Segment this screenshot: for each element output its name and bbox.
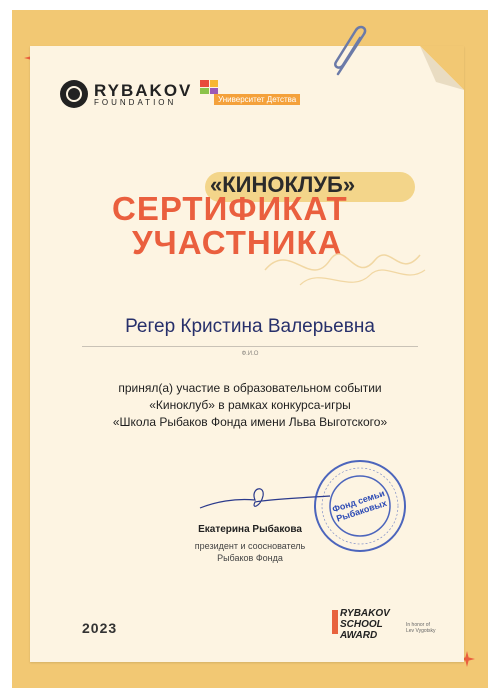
rybakov-school-award-logo [340,608,450,641]
university-logo-label: Университет Детства [214,94,300,105]
body-line-3: «Школа Рыбаков Фонда имени Льва Выготского» [112,415,388,429]
award-exclamation-mark [332,610,338,634]
puzzle-icon [200,80,218,94]
certificate-title-line2: УЧАСТНИКА [132,224,343,261]
signatory-title-line1: президент и сооснователь [194,541,306,551]
signatory-name: Екатерина Рыбакова [198,524,302,535]
university-logo [200,80,297,104]
name-caption: Ф.И.О [241,351,259,357]
award-line-2: SCHOOL [340,619,383,630]
award-line-1: RYBAKOV [340,608,390,619]
award-line-3: AWARD [340,630,378,641]
certificate-year: 2023 [82,620,118,636]
paper-fold [420,46,464,90]
rybakov-logo-name: RYBAKOV [94,80,193,100]
certificate-body [0,380,500,431]
award-dedication-line1: In honor of [406,622,430,628]
paperclip-icon [330,22,374,82]
club-title: «КИНОКЛУБ» [210,172,356,197]
stamp-center-text: Фонд семьи Рыбаковых [331,488,388,524]
award-dedication [406,622,436,634]
rybakov-logo [60,80,192,108]
signatory-title-line2: Рыбаков Фонда [217,553,283,563]
decorative-swirl [260,230,430,300]
signatory-title [180,540,320,564]
rybakov-logo-sub: FOUNDATION [94,97,177,107]
recipient-name: Регер Кристина Валерьевна [125,316,375,337]
award-dedication-line2: Lev Vygotsky [406,628,436,634]
body-line-2: «Киноклуб» в рамках конкурса-игры [149,398,351,412]
certificate-title-line1: СЕРТИФИКАТ [112,190,348,227]
body-line-1: принял(а) участие в образовательном событии [118,381,382,395]
name-underline [82,346,418,347]
rybakov-logo-icon [60,80,88,108]
